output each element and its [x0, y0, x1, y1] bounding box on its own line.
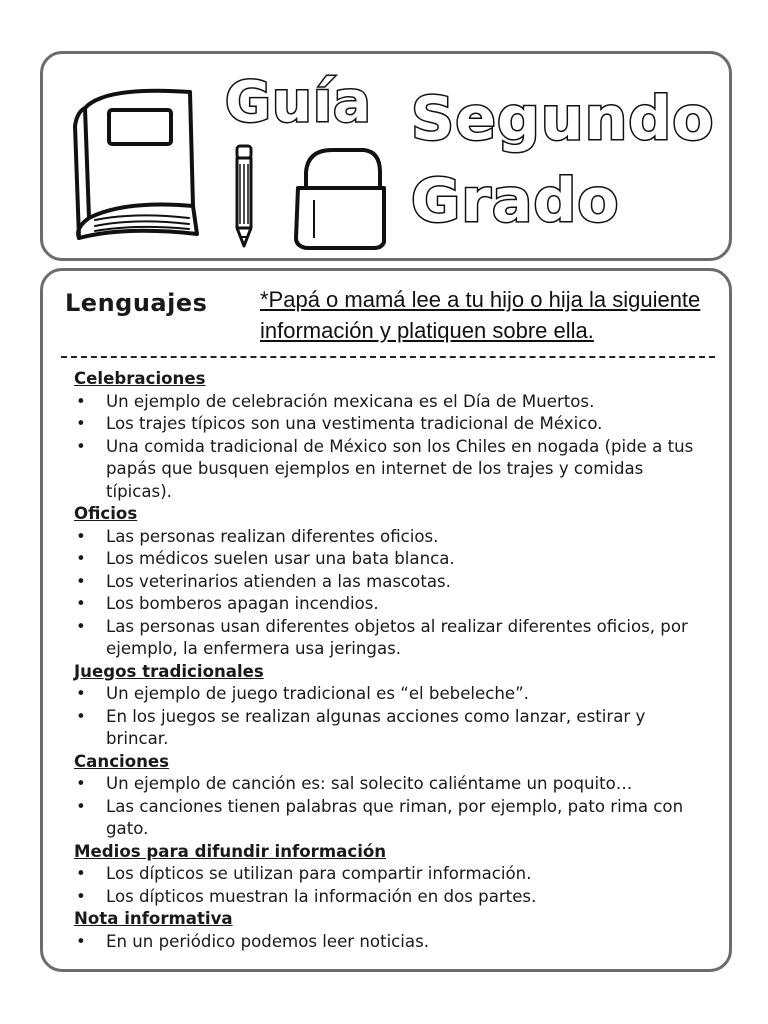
eraser-icon: [288, 142, 388, 252]
topic-celebraciones: [74, 368, 711, 503]
list-item: • Las personas usan diferentes objetos al realizar diferentes oficios, por ejemplo, la enfermera usa jeringas.: [74, 616, 711, 661]
dashed-divider: [61, 356, 715, 358]
list-item: • Los trajes típicos son una vestimenta tradicional de México.: [74, 413, 711, 436]
list-item: • Los veterinarios atienden a las mascotas.: [74, 571, 711, 594]
list-item: • Los médicos suelen usar una bata blanca.: [74, 548, 711, 571]
topic-heading: Juegos tradicionales: [74, 661, 264, 681]
content-panel: [40, 268, 732, 972]
book-icon: [65, 78, 205, 248]
list-item: • Un ejemplo de canción es: sal solecito caliéntame un poquito…: [74, 773, 711, 796]
header-banner: [40, 51, 732, 261]
topic-heading: Celebraciones: [74, 369, 206, 388]
list-item: • En los juegos se realizan algunas acciones como lanzar, estirar y brincar.: [74, 706, 711, 751]
list-item: • Los dípticos muestran la información en dos partes.: [74, 886, 711, 909]
list-item: • Las canciones tienen palabras que riman, por ejemplo, pato rima con gato.: [74, 796, 711, 841]
title-segundo: Segundo: [411, 84, 715, 154]
title-grado: Grado: [411, 166, 620, 236]
topics-list: [74, 368, 711, 953]
list-item: • Los dípticos se utilizan para compartir información.: [74, 863, 711, 886]
topic-juegos: [74, 661, 711, 751]
topic-heading: Nota informativa: [74, 909, 233, 928]
parent-note: *Papá o mamá lee a tu hijo o hija la siguiente información y platiquen sobre ella.: [260, 287, 701, 343]
pencil-icon: [229, 142, 259, 252]
topic-medios: [74, 841, 711, 909]
list-item: • Un ejemplo de juego tradicional es “el bebeleche”.: [74, 683, 711, 706]
list-item: • Las personas realizan diferentes oficios.: [74, 526, 711, 549]
topic-heading: Oficios: [74, 504, 138, 523]
list-item: • Los bomberos apagan incendios.: [74, 593, 711, 616]
list-item: • Un ejemplo de celebración mexicana es el Día de Muertos.: [74, 391, 711, 414]
section-title: Lenguajes: [65, 289, 208, 317]
topic-heading: Canciones: [74, 751, 170, 771]
topic-oficios: [74, 503, 711, 661]
title-guia: Guía: [225, 70, 372, 135]
topic-heading: Medios para difundir información: [74, 841, 387, 861]
topic-canciones: [74, 751, 711, 841]
topic-nota: [74, 908, 711, 953]
list-item: • En un periódico podemos leer noticias.: [74, 931, 711, 954]
list-item: • Una comida tradicional de México son los Chiles en nogada (pide a tus papás que busquen ejemplos en internet de los trajes y comidas típicas).: [74, 436, 711, 504]
